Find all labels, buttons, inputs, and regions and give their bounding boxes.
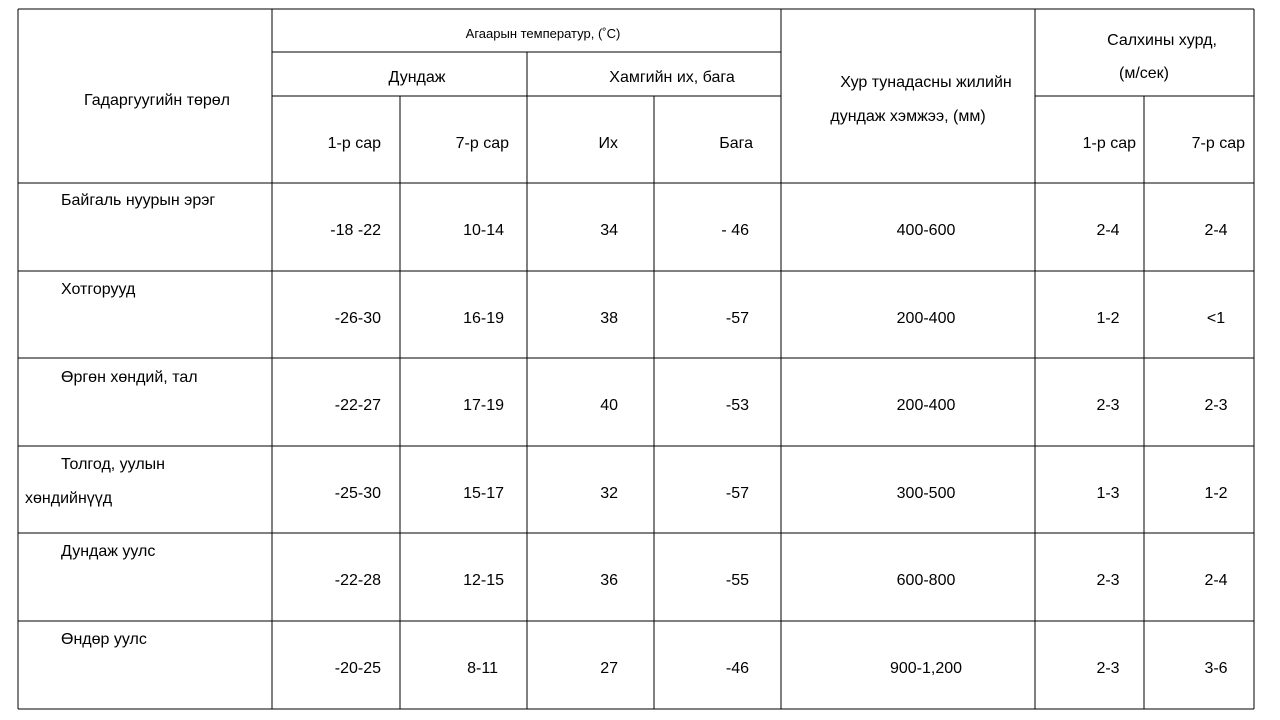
row-4-jan: -25-30 [334,485,381,502]
row-6-max: 27 [600,660,618,677]
row-3-max: 40 [600,397,618,414]
row-1-surface: Байгаль нуурын эрэг [61,192,216,209]
row-3-precip: 200-400 [896,397,956,414]
row-4-max: 32 [600,485,618,502]
row-3-jan: -22-27 [334,397,381,414]
row-2-jul: 16-19 [463,310,504,327]
row-2-jan: -26-30 [334,310,381,327]
row-2-max: 38 [600,310,618,327]
header-wind-jan: 1-р сар [1082,135,1136,152]
header-max: Их [598,135,618,152]
row-4-wind-jul: 1-2 [1204,485,1228,502]
row-5-precip: 600-800 [896,572,956,589]
row-6-jul: 8-11 [467,660,498,677]
header-surface-type: Гадаргуугийн төрөл [84,92,230,109]
header-average: Дундаж [388,69,446,86]
row-2-wind-jan: 1-2 [1096,310,1120,327]
row-6-wind-jan: 2-3 [1096,660,1120,677]
row-3-wind-jan: 2-3 [1096,397,1120,414]
row-6-wind-jul: 3-6 [1204,660,1228,677]
row-3-min: -53 [725,397,749,414]
row-2-wind-jul: <1 [1206,310,1226,327]
header-precip-line1: Хур тунадасны жилийн [840,74,1012,91]
header-wind-jul: 7-р сар [1191,135,1245,152]
row-5-wind-jan: 2-3 [1096,572,1120,589]
header-jul: 7-р сар [455,135,509,152]
row-4-precip: 300-500 [896,485,956,502]
row-6-precip: 900-1,200 [889,660,963,677]
header-min: Бага [719,135,753,152]
row-4-min: -57 [725,485,749,502]
row-1-precip: 400-600 [896,222,956,239]
row-3-surface: Өргөн хөндий, тал [61,369,198,386]
row-1-wind-jul: 2-4 [1204,222,1228,239]
row-2-min: -57 [725,310,749,327]
row-4-wind-jan: 1-3 [1096,485,1120,502]
row-4-surface: Толгод, уулын [61,456,165,473]
row-1-jul: 10-14 [463,222,504,239]
row-4-jul: 15-17 [463,485,504,502]
row-5-jul: 12-15 [463,572,504,589]
row-1-min: - 46 [721,222,749,239]
header-jan: 1-р сар [327,135,381,152]
row-6-jan: -20-25 [334,660,381,677]
header-extreme: Хамгийн их, бага [609,69,735,86]
row-5-max: 36 [600,572,618,589]
row-2-surface: Хотгорууд [61,281,136,298]
row-5-min: -55 [725,572,749,589]
row-3-wind-jul: 2-3 [1204,397,1228,414]
row-5-wind-jul: 2-4 [1204,572,1228,589]
row-3-jul: 17-19 [463,397,504,414]
row-2-precip: 200-400 [896,310,956,327]
row-6-surface: Өндөр уулс [61,631,147,648]
header-wind-line2: (м/сек) [1119,65,1169,82]
row-1-wind-jan: 2-4 [1096,222,1120,239]
header-wind-line1: Салхины хурд, [1107,32,1217,49]
header-precip-line2: дундаж хэмжээ, (мм) [830,108,986,125]
row-1-jan: -18 -22 [330,222,381,239]
row-1-max: 34 [600,222,618,239]
row-6-min: -46 [725,660,749,677]
row-5-jan: -22-28 [334,572,381,589]
row-4-surface-cont: хөндийнүүд [25,490,113,507]
header-air-temp: Агаарын температур, (˚C) [465,26,621,41]
row-5-surface: Дундаж уулс [61,543,156,560]
